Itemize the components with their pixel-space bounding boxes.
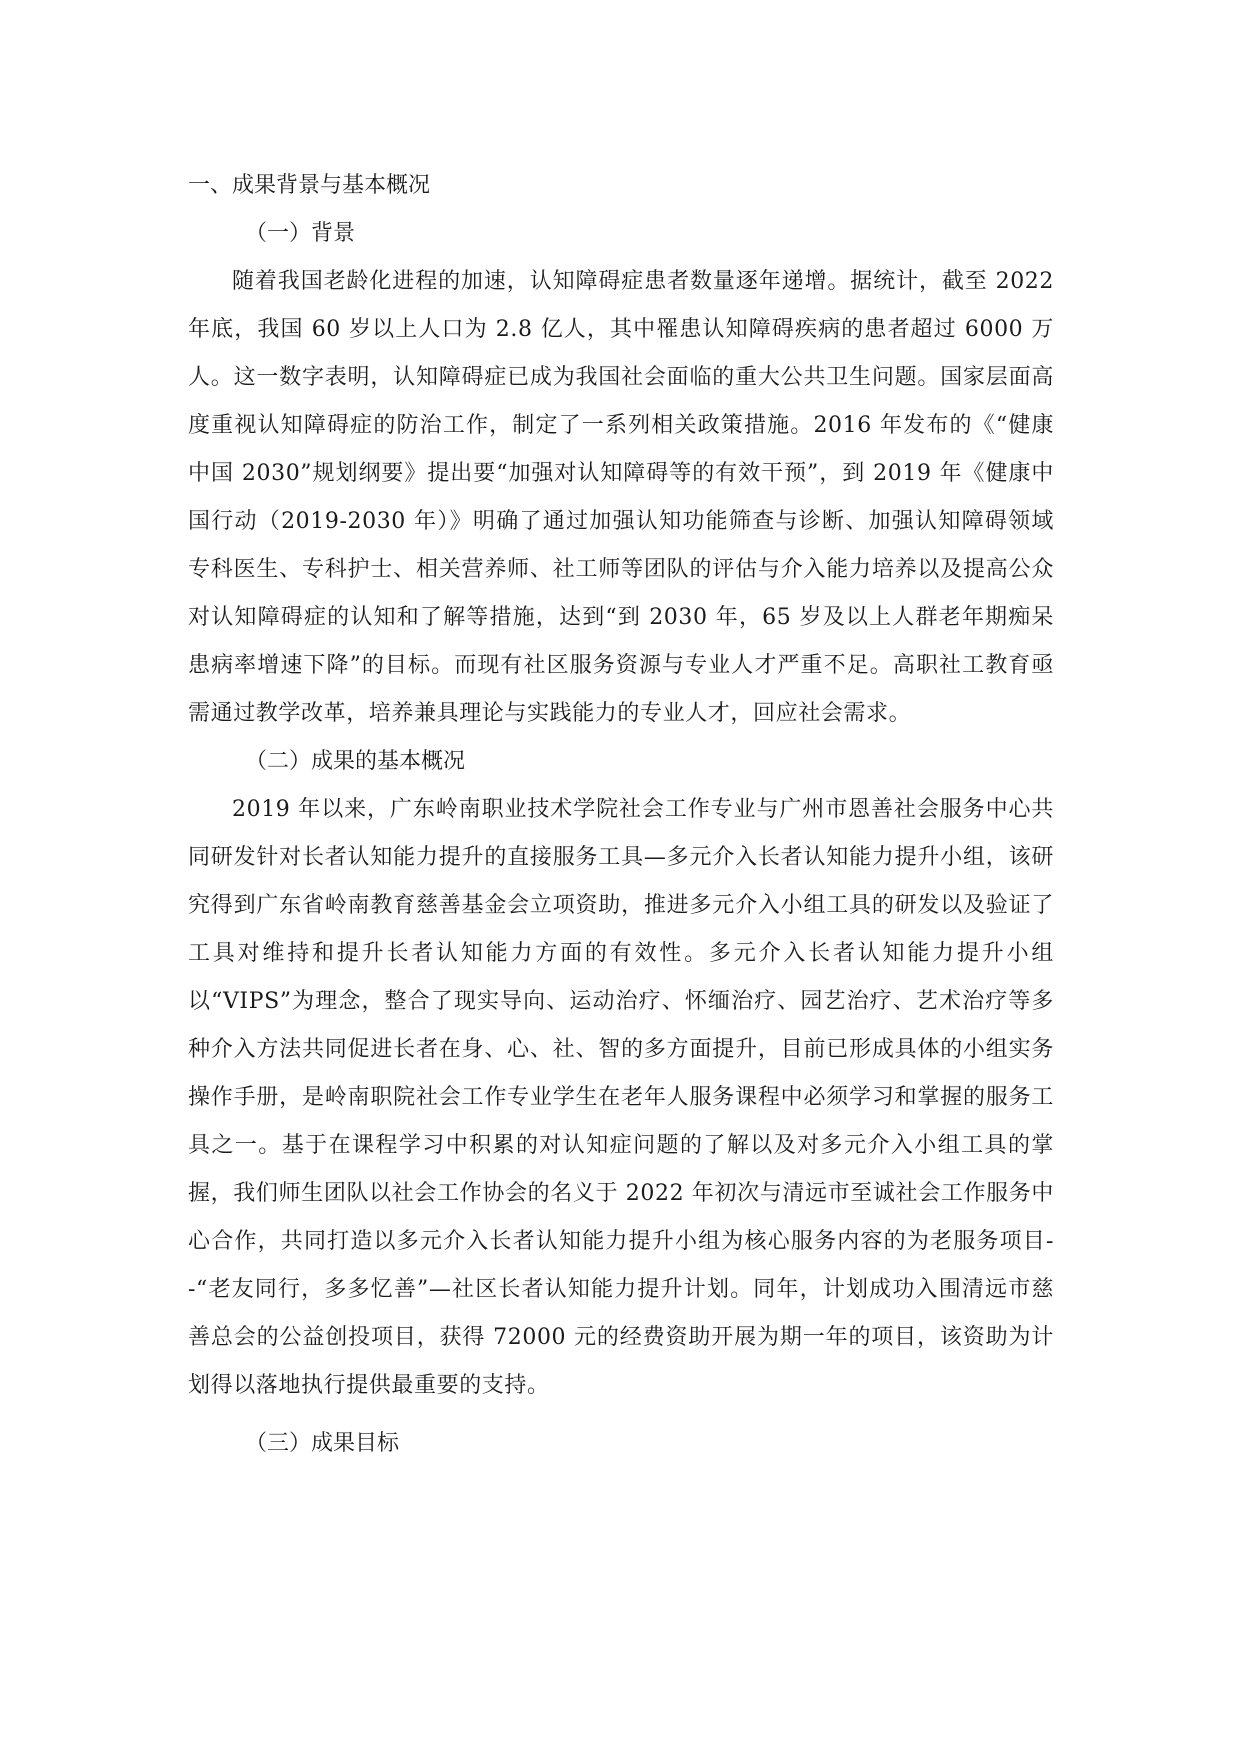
document-body [188,162,1054,1468]
subsection-heading-goals: （三）成果目标 [245,1431,400,1456]
overview-paragraph: 2019 年以来，广东岭南职业技术学院社会工作专业与广州市恩善社会服务中心共同研发针对长者认知能力提升的直接服务工具—多元介入长者认知能力提升小组，该研究得到广东省岭南教育慈善基金会立项资助，推进多元介入小组工具的研发以及验证了工具对维持和提升长者认知能力方面的有效性。多元介入长者认知能力提升小组以“VIPS”为理念，整合了现实导向、运动治疗、怀缅治疗、园艺治疗、艺术治疗等多种介入方法共同促进长者在身、心、社、智的多方面提升，目前已形成具体的小组实务操作手册，是岭南职院社会工作专业学生在老年人服务课程中必须学习和掌握的服务工具之一。基于在课程学习中积累的对认知症问题的了解以及对多元介入小组工具的掌握，我们师生团队以社会工作协会的名义于 2022 年初次与清远市至诚社会工作服务中心合作，共同打造以多元介入长者认知能力提升小组为核心服务内容的为老服务项目--“老友同行，多多忆善”—社区长者认知能力提升计划。同年，计划成功入围清远市慈善总会的公益创投项目，获得 72000 元的经费资助开展为期一年的项目，该资助为计划得以落地执行提供最重要的支持。 [188,797,1054,1398]
background-paragraph: 随着我国老龄化进程的加速，认知障碍症患者数量逐年递增。据统计，截至 2022 年底，我国 60 岁以上人口为 2.8 亿人，其中罹患认知障碍疾病的患者超过 6000 万人。这一数字表明，认知障碍症已成为我国社会面临的重大公共卫生问题。国家层面高度重视认知障碍症的防治工作，制定了一系列相关政策措施。2016 年发布的《“健康中国 2030”规划纲要》提出要“加强对认知障碍等的有效干预”，到 2019 年《健康中国行动（2019-2030 年）》明确了通过加强认知功能筛查与诊断、加强认知障碍领域专科医生、专科护士、相关营养师、社工师等团队的评估与介入能力培养以及提高公众对认知障碍症的认知和了解等措施，达到“到 2030 年，65 岁及以上人群老年期痴呆患病率增速下降”的目标。而现有社区服务资源与专业人才严重不足。高职社工教育亟需通过教学改革，培养兼具理论与实践能力的专业人才，回应社会需求。 [188,269,1054,726]
subsection-heading-overview: （二）成果的基本概况 [245,749,466,774]
section-heading-background-overview: 一、成果背景与基本概况 [188,173,431,198]
subsection-heading-background: （一）背景 [245,221,356,246]
